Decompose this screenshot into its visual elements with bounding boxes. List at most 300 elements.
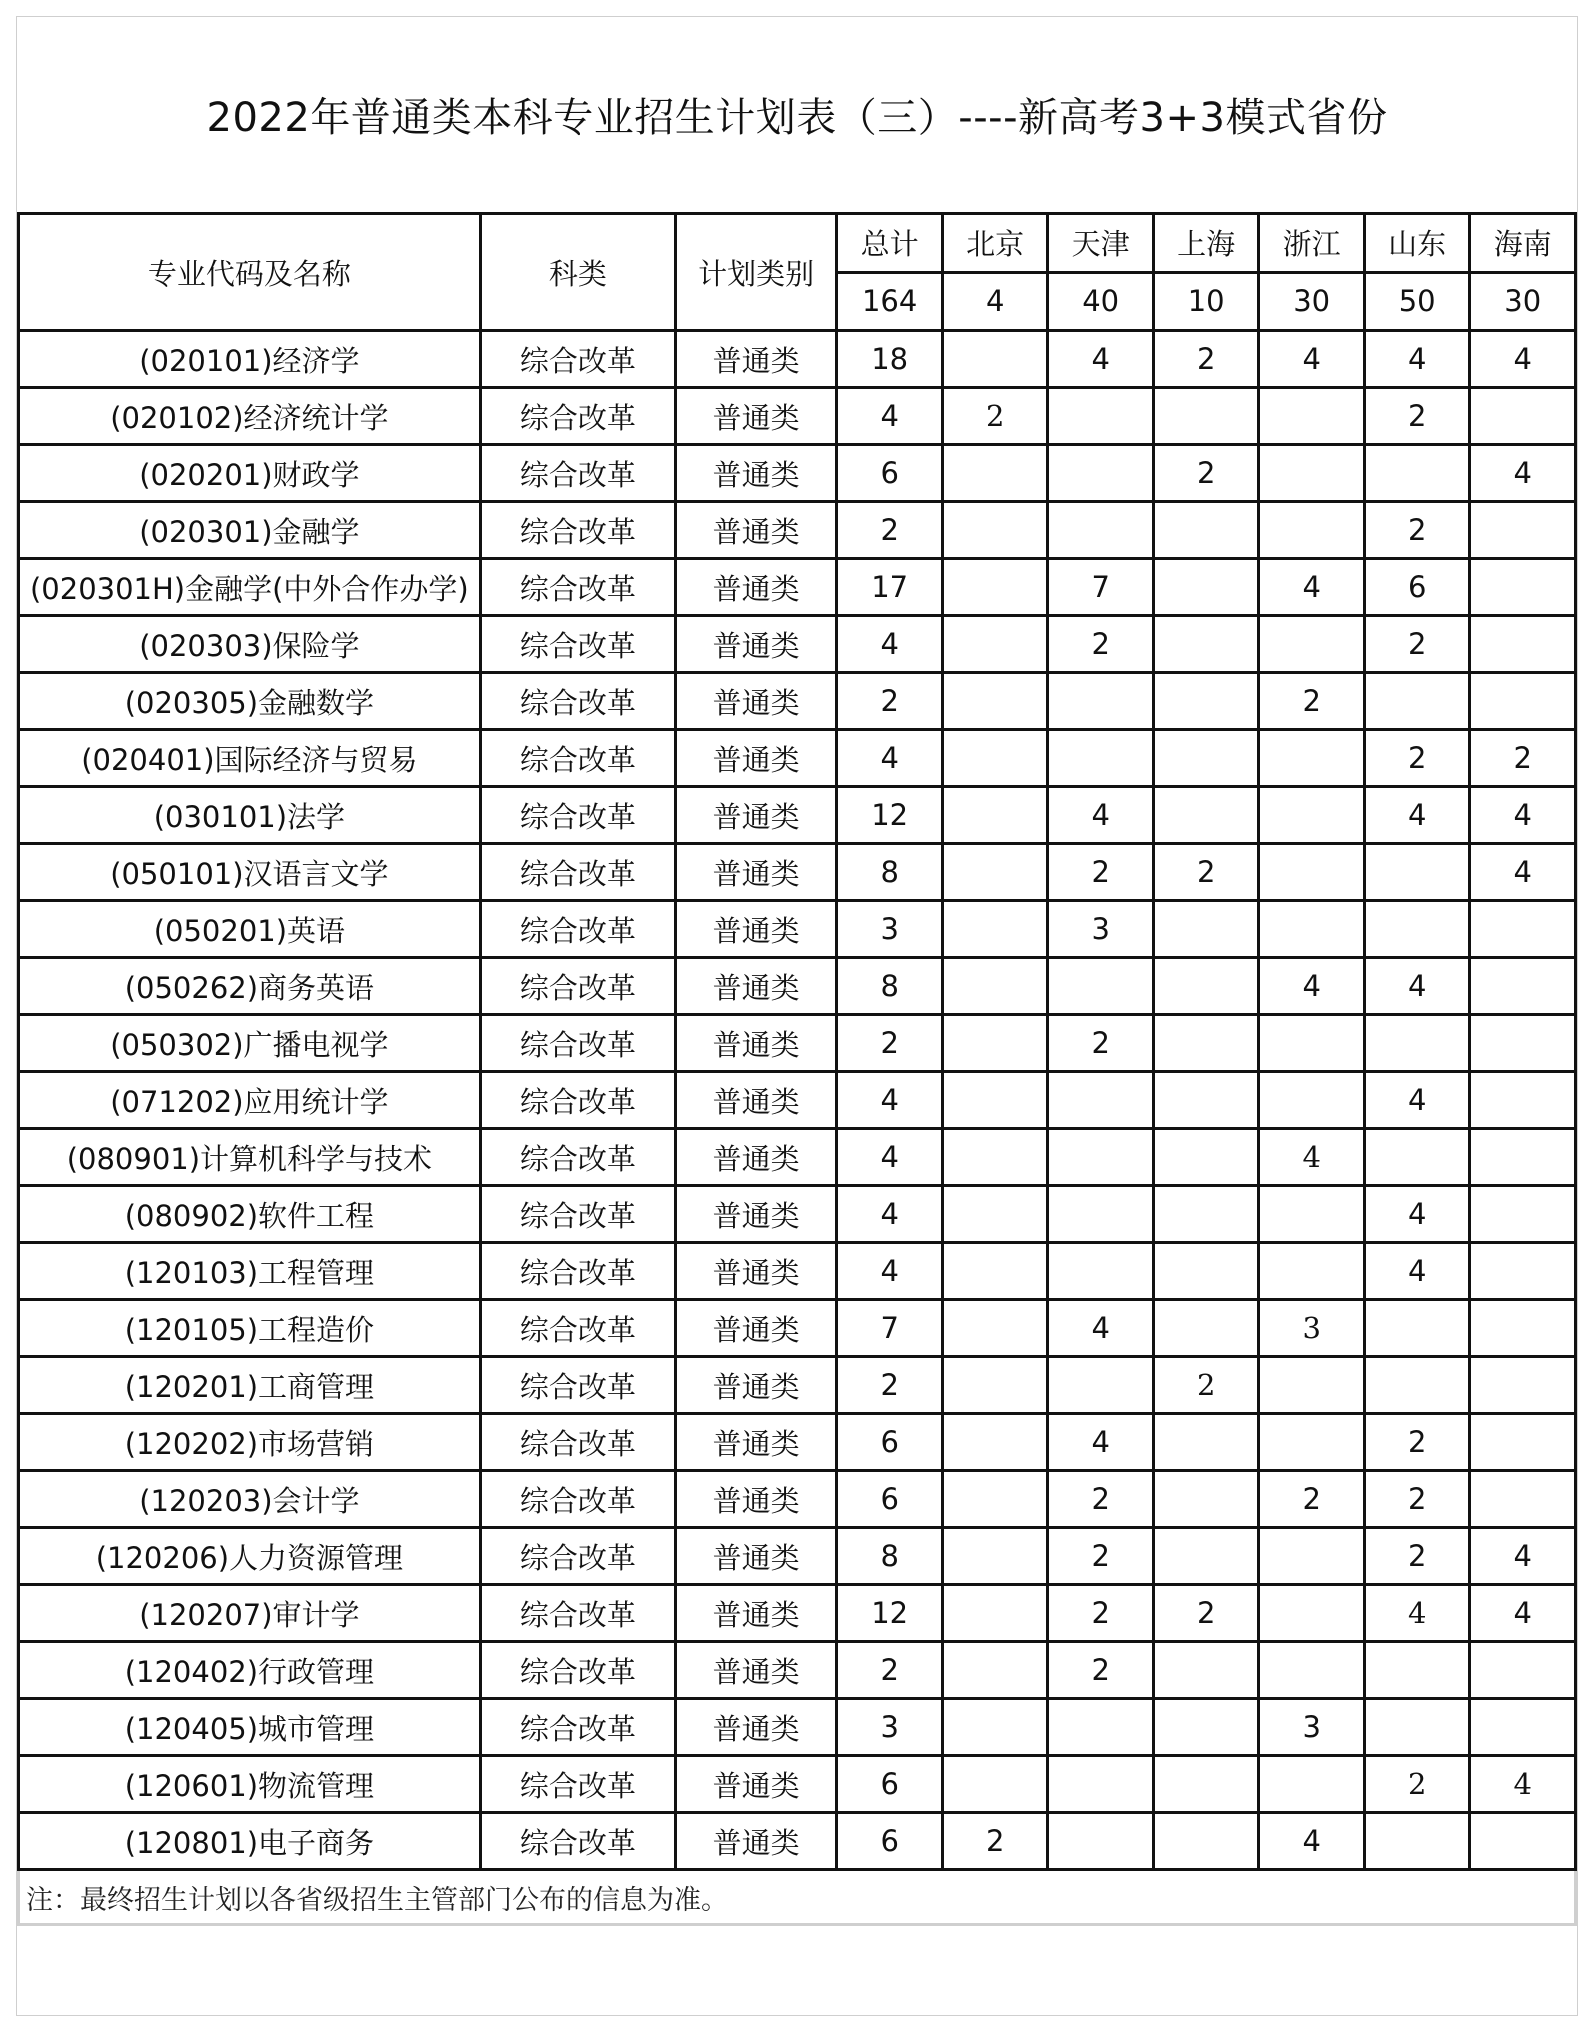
quota-cell-beijing	[942, 1414, 1048, 1471]
plan-type-cell: 普通类	[675, 1186, 837, 1243]
quota-cell-hainan	[1470, 1129, 1576, 1186]
quota-cell-total: 6	[837, 1756, 943, 1813]
major-name-cell: (120206)人力资源管理	[19, 1528, 481, 1585]
major-name-cell: (120207)审计学	[19, 1585, 481, 1642]
quota-cell-zhejiang: 3	[1259, 1699, 1365, 1756]
quota-cell-zhejiang	[1259, 901, 1365, 958]
total-zhejiang: 30	[1259, 272, 1365, 331]
quota-cell-zhejiang: 4	[1259, 958, 1365, 1015]
quota-cell-hainan	[1470, 1414, 1576, 1471]
quota-cell-hainan	[1470, 1072, 1576, 1129]
quota-cell-total: 2	[837, 1015, 943, 1072]
quota-cell-shandong	[1364, 1357, 1470, 1414]
quota-cell-shandong: 2	[1364, 1756, 1470, 1813]
major-name-cell: (071202)应用统计学	[19, 1072, 481, 1129]
plan-type-cell: 普通类	[675, 730, 837, 787]
quota-cell-zhejiang	[1259, 1072, 1365, 1129]
plan-type-cell: 普通类	[675, 1129, 837, 1186]
quota-cell-beijing	[942, 1243, 1048, 1300]
table-row	[19, 958, 1576, 1015]
quota-cell-shandong: 2	[1364, 1414, 1470, 1471]
quota-cell-shanghai: 2	[1153, 445, 1259, 502]
quota-cell-tianjin: 2	[1048, 1528, 1154, 1585]
quota-cell-zhejiang	[1259, 730, 1365, 787]
quota-cell-beijing	[942, 730, 1048, 787]
major-name-cell: (050302)广播电视学	[19, 1015, 481, 1072]
category-cell: 综合改革	[480, 787, 675, 844]
quota-cell-total: 2	[837, 1642, 943, 1699]
quota-cell-beijing	[942, 958, 1048, 1015]
major-name-cell: (120402)行政管理	[19, 1642, 481, 1699]
quota-cell-total: 4	[837, 730, 943, 787]
quota-cell-hainan	[1470, 1699, 1576, 1756]
table-row	[19, 1528, 1576, 1585]
category-cell: 综合改革	[480, 388, 675, 445]
quota-cell-shandong: 4	[1364, 1186, 1470, 1243]
quota-cell-total: 4	[837, 1243, 943, 1300]
quota-cell-shanghai	[1153, 1471, 1259, 1528]
quota-cell-shandong	[1364, 1300, 1470, 1357]
category-cell: 综合改革	[480, 559, 675, 616]
category-cell: 综合改革	[480, 1585, 675, 1642]
table-row	[19, 616, 1576, 673]
quota-cell-zhejiang	[1259, 1015, 1365, 1072]
category-cell: 综合改革	[480, 1471, 675, 1528]
quota-cell-hainan	[1470, 901, 1576, 958]
quota-cell-total: 4	[837, 616, 943, 673]
quota-cell-hainan	[1470, 1357, 1576, 1414]
quota-cell-total: 18	[837, 331, 943, 388]
quota-cell-tianjin	[1048, 1357, 1154, 1414]
category-cell: 综合改革	[480, 1756, 675, 1813]
quota-cell-tianjin: 4	[1048, 1414, 1154, 1471]
category-cell: 综合改革	[480, 1015, 675, 1072]
enrollment-plan-table	[17, 212, 1577, 1926]
total-shandong: 50	[1364, 272, 1470, 331]
quota-cell-beijing: 2	[942, 388, 1048, 445]
plan-type-cell: 普通类	[675, 1699, 837, 1756]
quota-cell-hainan: 4	[1470, 787, 1576, 844]
quota-cell-total: 6	[837, 1813, 943, 1870]
major-name-cell: (020301H)金融学(中外合作办学)	[19, 559, 481, 616]
plan-type-cell: 普通类	[675, 616, 837, 673]
quota-cell-zhejiang	[1259, 1585, 1365, 1642]
quota-cell-beijing	[942, 1300, 1048, 1357]
total-overall: 164	[837, 272, 943, 331]
quota-cell-shandong: 2	[1364, 1528, 1470, 1585]
quota-cell-beijing	[942, 1699, 1048, 1756]
major-name-cell: (020301)金融学	[19, 502, 481, 559]
quota-cell-shanghai	[1153, 787, 1259, 844]
category-cell: 综合改革	[480, 1072, 675, 1129]
quota-cell-shandong: 2	[1364, 730, 1470, 787]
quota-cell-shandong: 6	[1364, 559, 1470, 616]
quota-cell-tianjin	[1048, 958, 1154, 1015]
table-row	[19, 901, 1576, 958]
quota-cell-shanghai	[1153, 1300, 1259, 1357]
quota-cell-tianjin: 7	[1048, 559, 1154, 616]
quota-cell-tianjin	[1048, 445, 1154, 502]
category-cell: 综合改革	[480, 1642, 675, 1699]
table-row	[19, 559, 1576, 616]
category-cell: 综合改革	[480, 1813, 675, 1870]
table-row	[19, 1186, 1576, 1243]
major-name-cell: (020102)经济统计学	[19, 388, 481, 445]
plan-type-cell: 普通类	[675, 445, 837, 502]
category-cell: 综合改革	[480, 1243, 675, 1300]
quota-cell-shandong: 4	[1364, 1243, 1470, 1300]
table-row	[19, 1072, 1576, 1129]
quota-cell-beijing	[942, 1585, 1048, 1642]
quota-cell-shandong	[1364, 673, 1470, 730]
quota-cell-total: 6	[837, 445, 943, 502]
table-row	[19, 1585, 1576, 1642]
category-cell: 综合改革	[480, 1414, 675, 1471]
major-name-cell: (120105)工程造价	[19, 1300, 481, 1357]
header-region-zhejiang: 浙江	[1259, 214, 1365, 273]
plan-type-cell: 普通类	[675, 1243, 837, 1300]
plan-type-cell: 普通类	[675, 1585, 837, 1642]
quota-cell-beijing	[942, 1072, 1048, 1129]
category-cell: 综合改革	[480, 1300, 675, 1357]
quota-cell-shanghai	[1153, 1186, 1259, 1243]
quota-cell-hainan	[1470, 502, 1576, 559]
quota-cell-total: 4	[837, 1129, 943, 1186]
quota-cell-shandong	[1364, 844, 1470, 901]
quota-cell-shanghai: 2	[1153, 844, 1259, 901]
plan-type-cell: 普通类	[675, 958, 837, 1015]
table-row	[19, 445, 1576, 502]
quota-cell-hainan	[1470, 1243, 1576, 1300]
quota-cell-hainan	[1470, 1471, 1576, 1528]
quota-cell-hainan: 2	[1470, 730, 1576, 787]
quota-cell-tianjin: 2	[1048, 616, 1154, 673]
quota-cell-tianjin	[1048, 1699, 1154, 1756]
category-cell: 综合改革	[480, 730, 675, 787]
header-category: 科类	[480, 214, 675, 331]
quota-cell-shanghai	[1153, 1756, 1259, 1813]
quota-cell-shanghai	[1153, 1015, 1259, 1072]
major-name-cell: (120801)电子商务	[19, 1813, 481, 1870]
quota-cell-total: 4	[837, 1072, 943, 1129]
quota-cell-beijing	[942, 844, 1048, 901]
quota-cell-hainan	[1470, 1813, 1576, 1870]
quota-cell-total: 12	[837, 1585, 943, 1642]
total-beijing: 4	[942, 272, 1048, 331]
quota-cell-zhejiang: 2	[1259, 673, 1365, 730]
table-row	[19, 730, 1576, 787]
plan-type-cell: 普通类	[675, 331, 837, 388]
quota-cell-shanghai	[1153, 1642, 1259, 1699]
table-row	[19, 502, 1576, 559]
major-name-cell: (020201)财政学	[19, 445, 481, 502]
quota-cell-shandong: 4	[1364, 958, 1470, 1015]
quota-cell-hainan	[1470, 673, 1576, 730]
header-region-hainan: 海南	[1470, 214, 1576, 273]
quota-cell-shandong: 2	[1364, 388, 1470, 445]
quota-cell-zhejiang	[1259, 1243, 1365, 1300]
plan-type-cell: 普通类	[675, 787, 837, 844]
major-name-cell: (120103)工程管理	[19, 1243, 481, 1300]
major-name-cell: (080902)软件工程	[19, 1186, 481, 1243]
quota-cell-hainan	[1470, 559, 1576, 616]
quota-cell-beijing	[942, 787, 1048, 844]
quota-cell-zhejiang	[1259, 1756, 1365, 1813]
quota-cell-beijing	[942, 616, 1048, 673]
category-cell: 综合改革	[480, 958, 675, 1015]
note-row	[19, 1870, 1576, 1925]
quota-cell-shandong	[1364, 1813, 1470, 1870]
quota-cell-zhejiang	[1259, 1414, 1365, 1471]
quota-cell-total: 17	[837, 559, 943, 616]
quota-cell-shandong: 2	[1364, 502, 1470, 559]
quota-cell-total: 2	[837, 1357, 943, 1414]
table-row	[19, 331, 1576, 388]
category-cell: 综合改革	[480, 331, 675, 388]
quota-cell-tianjin: 4	[1048, 787, 1154, 844]
quota-cell-tianjin: 2	[1048, 1471, 1154, 1528]
category-cell: 综合改革	[480, 616, 675, 673]
total-shanghai: 10	[1153, 272, 1259, 331]
quota-cell-beijing	[942, 1357, 1048, 1414]
quota-cell-zhejiang	[1259, 616, 1365, 673]
category-cell: 综合改革	[480, 1528, 675, 1585]
quota-cell-beijing	[942, 445, 1048, 502]
major-name-cell: (120405)城市管理	[19, 1699, 481, 1756]
header-region-total: 总计	[837, 214, 943, 273]
quota-cell-zhejiang	[1259, 388, 1365, 445]
quota-cell-shanghai	[1153, 1414, 1259, 1471]
quota-cell-beijing	[942, 1186, 1048, 1243]
quota-cell-beijing	[942, 1528, 1048, 1585]
table-row	[19, 673, 1576, 730]
quota-cell-shandong	[1364, 1129, 1470, 1186]
footnote: 注：最终招生计划以各省级招生主管部门公布的信息为准。	[19, 1870, 1576, 1925]
quota-cell-beijing: 2	[942, 1813, 1048, 1870]
plan-type-cell: 普通类	[675, 1642, 837, 1699]
table-row	[19, 1129, 1576, 1186]
major-name-cell: (120201)工商管理	[19, 1357, 481, 1414]
quota-cell-total: 3	[837, 1699, 943, 1756]
plan-type-cell: 普通类	[675, 1072, 837, 1129]
quota-cell-zhejiang: 4	[1259, 1129, 1365, 1186]
table-row	[19, 1300, 1576, 1357]
quota-cell-beijing	[942, 1471, 1048, 1528]
quota-cell-hainan: 4	[1470, 445, 1576, 502]
table-row	[19, 1813, 1576, 1870]
table-row	[19, 1699, 1576, 1756]
quota-cell-hainan: 4	[1470, 1756, 1576, 1813]
plan-type-cell: 普通类	[675, 1300, 837, 1357]
plan-type-cell: 普通类	[675, 559, 837, 616]
quota-cell-tianjin	[1048, 1186, 1154, 1243]
quota-cell-tianjin: 4	[1048, 331, 1154, 388]
quota-cell-total: 7	[837, 1300, 943, 1357]
quota-cell-hainan	[1470, 1186, 1576, 1243]
quota-cell-hainan	[1470, 1300, 1576, 1357]
table-row	[19, 1471, 1576, 1528]
category-cell: 综合改革	[480, 1357, 675, 1414]
quota-cell-beijing	[942, 331, 1048, 388]
quota-cell-hainan	[1470, 1015, 1576, 1072]
table-row	[19, 1357, 1576, 1414]
quota-cell-total: 4	[837, 388, 943, 445]
quota-cell-tianjin: 2	[1048, 1642, 1154, 1699]
table-row	[19, 1015, 1576, 1072]
quota-cell-shanghai	[1153, 730, 1259, 787]
quota-cell-shanghai	[1153, 1699, 1259, 1756]
quota-cell-zhejiang	[1259, 1357, 1365, 1414]
header-region-tianjin: 天津	[1048, 214, 1154, 273]
category-cell: 综合改革	[480, 1129, 675, 1186]
major-name-cell: (020101)经济学	[19, 331, 481, 388]
quota-cell-shanghai	[1153, 502, 1259, 559]
quota-cell-zhejiang: 4	[1259, 331, 1365, 388]
major-name-cell: (080901)计算机科学与技术	[19, 1129, 481, 1186]
quota-cell-total: 3	[837, 901, 943, 958]
category-cell: 综合改革	[480, 673, 675, 730]
table-row	[19, 1756, 1576, 1813]
plan-type-cell: 普通类	[675, 844, 837, 901]
plan-type-cell: 普通类	[675, 673, 837, 730]
category-cell: 综合改革	[480, 844, 675, 901]
quota-cell-zhejiang	[1259, 787, 1365, 844]
quota-cell-beijing	[942, 901, 1048, 958]
quota-cell-shanghai: 2	[1153, 1357, 1259, 1414]
header-plan-type: 计划类别	[675, 214, 837, 331]
quota-cell-shanghai	[1153, 958, 1259, 1015]
plan-type-cell: 普通类	[675, 1471, 837, 1528]
quota-cell-shanghai	[1153, 1528, 1259, 1585]
quota-cell-total: 6	[837, 1471, 943, 1528]
quota-cell-tianjin	[1048, 673, 1154, 730]
quota-cell-shanghai: 2	[1153, 331, 1259, 388]
quota-cell-shanghai	[1153, 1243, 1259, 1300]
quota-cell-shandong	[1364, 1642, 1470, 1699]
plan-type-cell: 普通类	[675, 1414, 837, 1471]
quota-cell-shanghai	[1153, 673, 1259, 730]
quota-cell-hainan: 4	[1470, 1528, 1576, 1585]
quota-cell-beijing	[942, 1129, 1048, 1186]
quota-cell-tianjin: 4	[1048, 1300, 1154, 1357]
plan-type-cell: 普通类	[675, 1357, 837, 1414]
quota-cell-tianjin: 2	[1048, 1585, 1154, 1642]
quota-cell-total: 6	[837, 1414, 943, 1471]
quota-cell-shanghai	[1153, 616, 1259, 673]
category-cell: 综合改革	[480, 901, 675, 958]
quota-cell-hainan: 4	[1470, 844, 1576, 901]
quota-cell-shanghai	[1153, 901, 1259, 958]
quota-cell-total: 12	[837, 787, 943, 844]
quota-cell-tianjin: 2	[1048, 1015, 1154, 1072]
quota-cell-zhejiang	[1259, 445, 1365, 502]
category-cell: 综合改革	[480, 502, 675, 559]
quota-cell-zhejiang	[1259, 1642, 1365, 1699]
table-row	[19, 787, 1576, 844]
quota-cell-zhejiang	[1259, 1528, 1365, 1585]
quota-cell-hainan: 4	[1470, 1585, 1576, 1642]
quota-cell-shandong	[1364, 1015, 1470, 1072]
quota-cell-shandong: 2	[1364, 1471, 1470, 1528]
major-name-cell: (050101)汉语言文学	[19, 844, 481, 901]
plan-type-cell: 普通类	[675, 502, 837, 559]
quota-cell-total: 4	[837, 1186, 943, 1243]
quota-cell-zhejiang: 4	[1259, 559, 1365, 616]
header-row-regions	[19, 214, 1576, 273]
total-hainan: 30	[1470, 272, 1576, 331]
header-region-beijing: 北京	[942, 214, 1048, 273]
major-name-cell: (020305)金融数学	[19, 673, 481, 730]
quota-cell-shanghai	[1153, 559, 1259, 616]
quota-cell-tianjin	[1048, 388, 1154, 445]
major-name-cell: (120601)物流管理	[19, 1756, 481, 1813]
quota-cell-tianjin	[1048, 502, 1154, 559]
plan-type-cell: 普通类	[675, 388, 837, 445]
quota-cell-tianjin: 2	[1048, 844, 1154, 901]
category-cell: 综合改革	[480, 445, 675, 502]
quota-cell-hainan: 4	[1470, 331, 1576, 388]
table-row	[19, 1414, 1576, 1471]
quota-cell-shanghai	[1153, 1129, 1259, 1186]
quota-cell-zhejiang: 3	[1259, 1300, 1365, 1357]
major-name-cell: (020303)保险学	[19, 616, 481, 673]
quota-cell-shandong: 4	[1364, 787, 1470, 844]
quota-cell-beijing	[942, 673, 1048, 730]
quota-cell-shanghai	[1153, 388, 1259, 445]
major-name-cell: (120202)市场营销	[19, 1414, 481, 1471]
table-row	[19, 844, 1576, 901]
quota-cell-beijing	[942, 502, 1048, 559]
document-sheet	[16, 16, 1578, 2016]
plan-type-cell: 普通类	[675, 1528, 837, 1585]
major-name-cell: (050262)商务英语	[19, 958, 481, 1015]
category-cell: 综合改革	[480, 1186, 675, 1243]
quota-cell-shandong: 4	[1364, 1585, 1470, 1642]
quota-cell-shandong	[1364, 901, 1470, 958]
quota-cell-tianjin	[1048, 1129, 1154, 1186]
quota-cell-shandong	[1364, 1699, 1470, 1756]
quota-cell-zhejiang	[1259, 1186, 1365, 1243]
quota-cell-shanghai	[1153, 1072, 1259, 1129]
quota-cell-tianjin	[1048, 1243, 1154, 1300]
table-row	[19, 1243, 1576, 1300]
quota-cell-beijing	[942, 1642, 1048, 1699]
quota-cell-shandong: 4	[1364, 331, 1470, 388]
major-name-cell: (050201)英语	[19, 901, 481, 958]
quota-cell-hainan	[1470, 616, 1576, 673]
quota-cell-tianjin	[1048, 1072, 1154, 1129]
quota-cell-zhejiang	[1259, 844, 1365, 901]
quota-cell-shandong	[1364, 445, 1470, 502]
quota-cell-zhejiang	[1259, 502, 1365, 559]
quota-cell-hainan	[1470, 958, 1576, 1015]
plan-type-cell: 普通类	[675, 1813, 837, 1870]
header-region-shanghai: 上海	[1153, 214, 1259, 273]
quota-cell-zhejiang: 4	[1259, 1813, 1365, 1870]
quota-cell-hainan	[1470, 1642, 1576, 1699]
category-cell: 综合改革	[480, 1699, 675, 1756]
quota-cell-shanghai: 2	[1153, 1585, 1259, 1642]
quota-cell-hainan	[1470, 388, 1576, 445]
quota-cell-total: 8	[837, 958, 943, 1015]
table-row	[19, 1642, 1576, 1699]
quota-cell-beijing	[942, 1015, 1048, 1072]
quota-cell-beijing	[942, 1756, 1048, 1813]
plan-type-cell: 普通类	[675, 901, 837, 958]
quota-cell-tianjin: 3	[1048, 901, 1154, 958]
header-region-shandong: 山东	[1364, 214, 1470, 273]
major-name-cell: (020401)国际经济与贸易	[19, 730, 481, 787]
